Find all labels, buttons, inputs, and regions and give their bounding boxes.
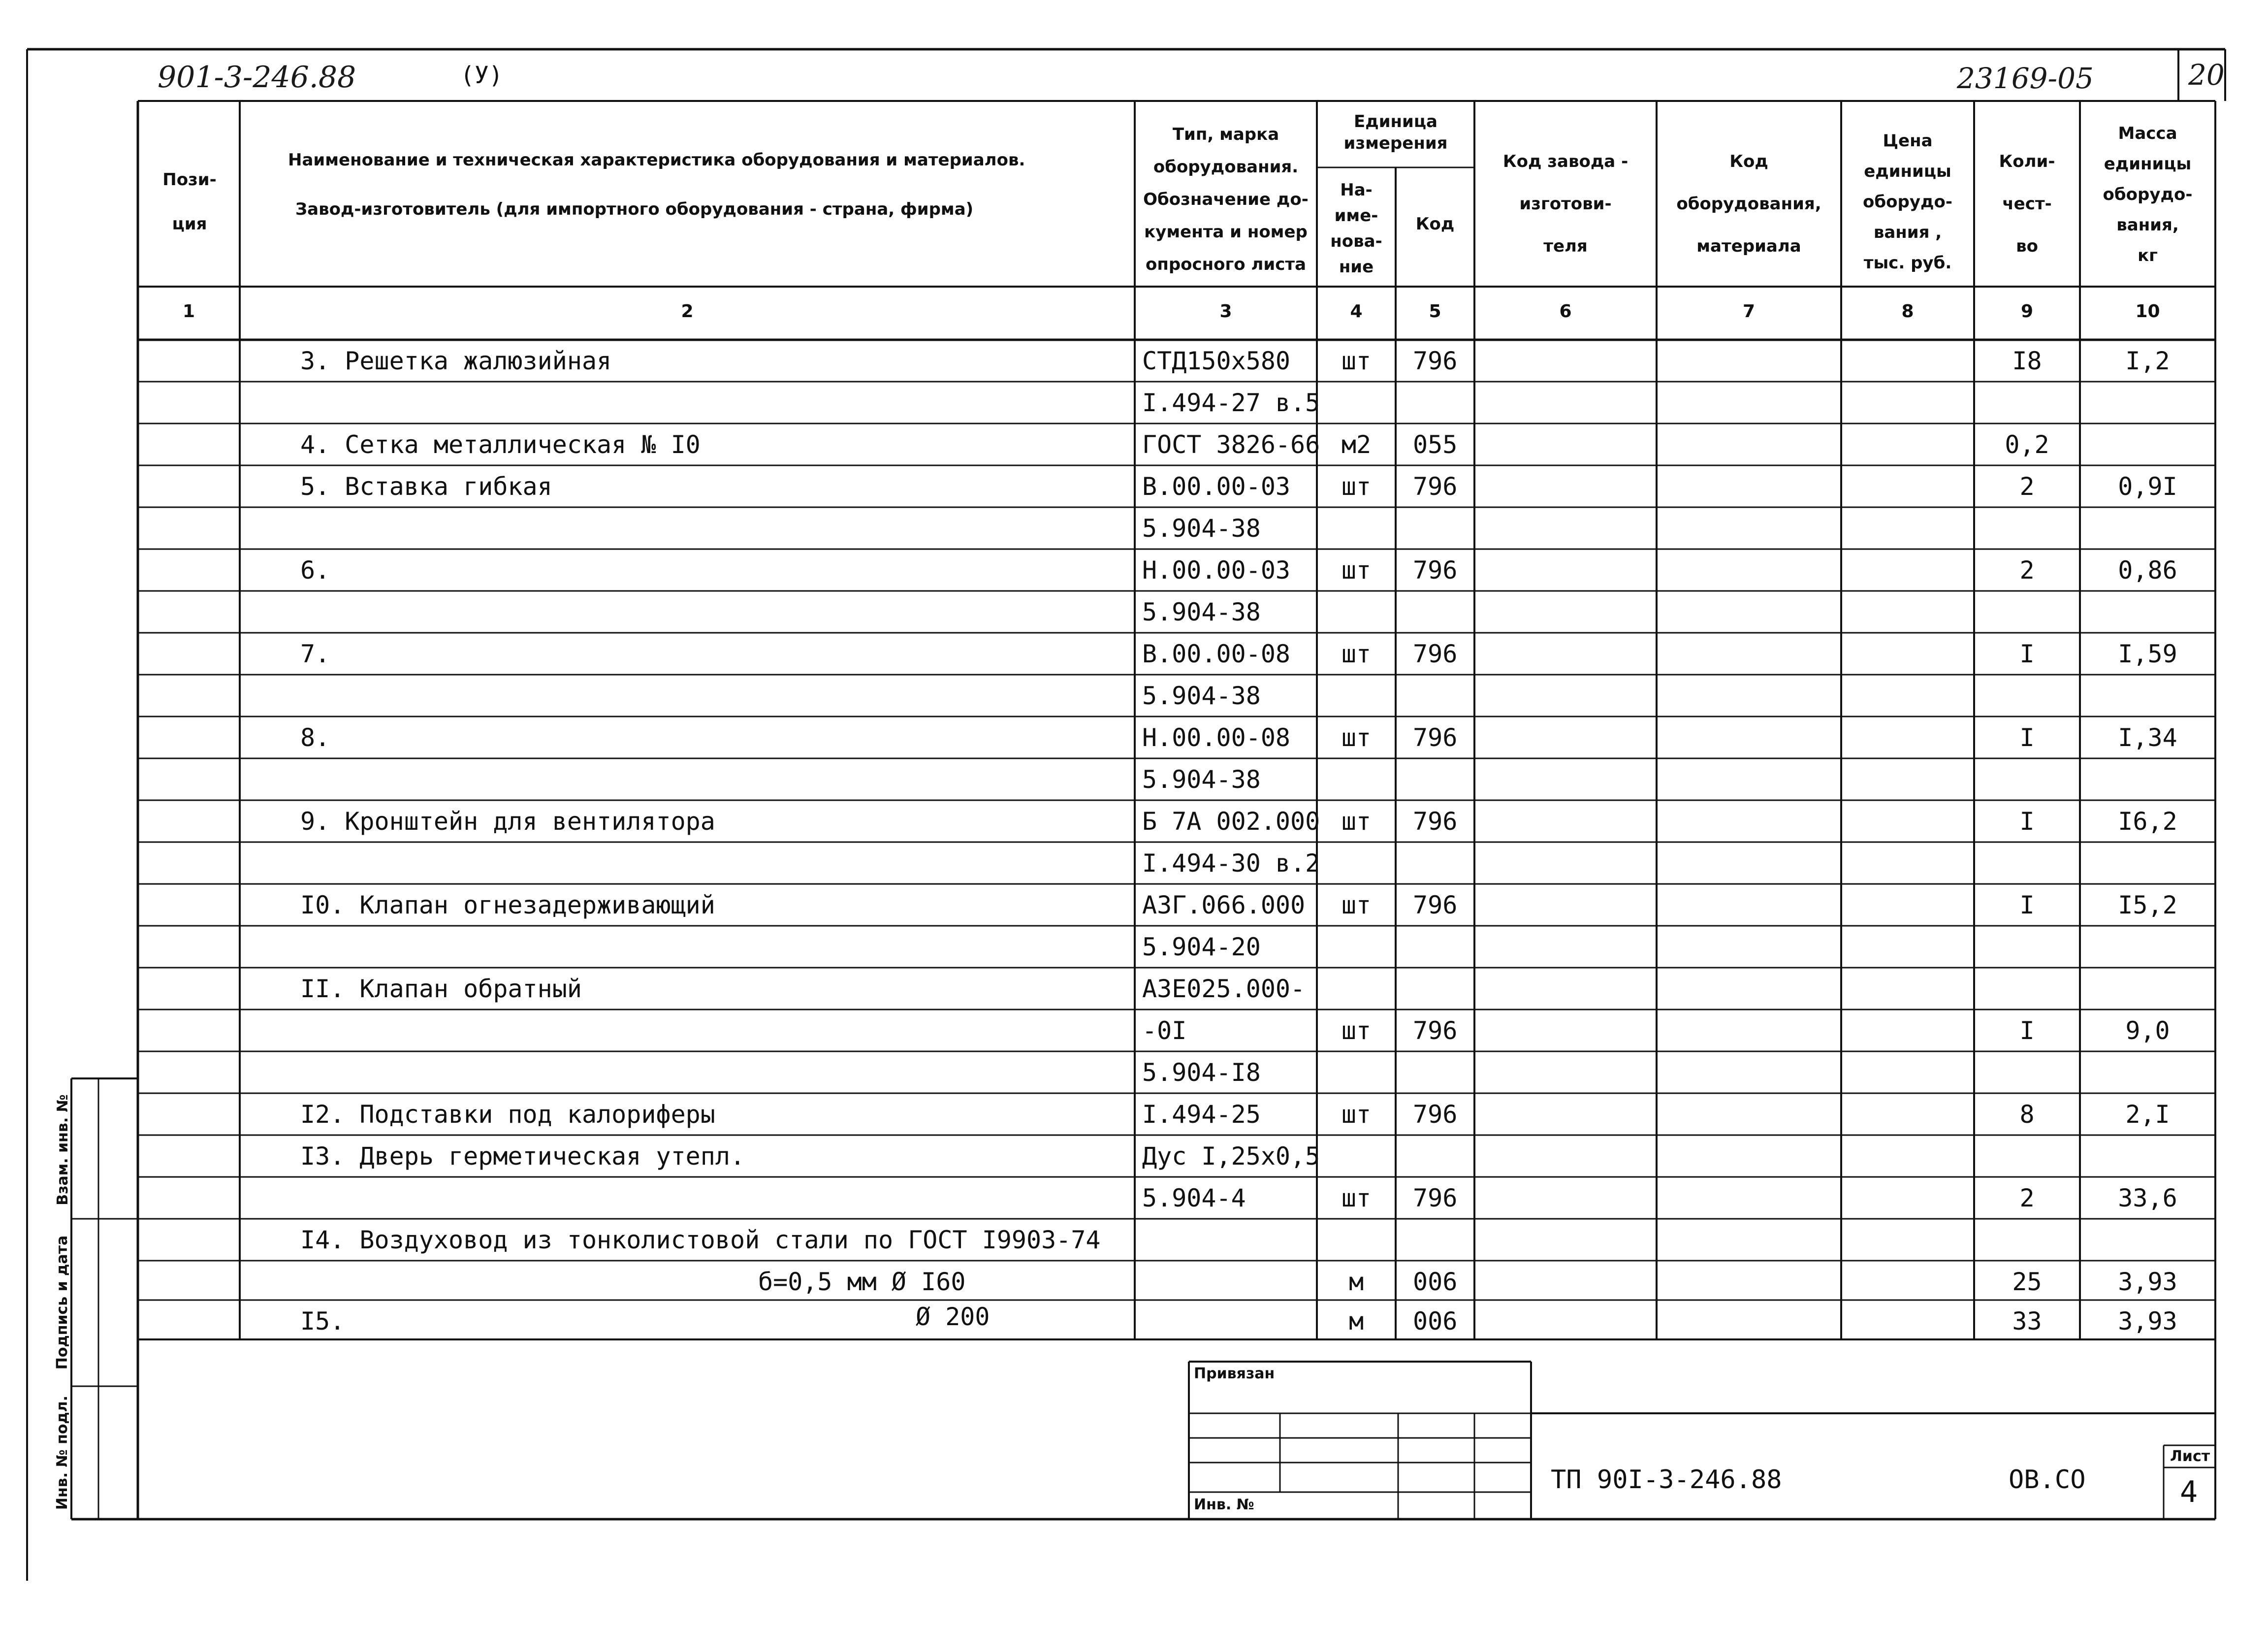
cell-name: 9. Кронштейн для вентилятора [300,807,715,836]
cell-unit-code: 006 [1413,1307,1458,1336]
cell-type: 5.904-4 [1142,1184,1246,1212]
cell-unit-code: 796 [1413,807,1458,836]
header-unit-name: На- име- нова- ние [1330,180,1382,277]
cell-name: 7. [300,640,330,668]
col-number: 8 [1901,301,1914,322]
doc-code: 901-3-246.88 [158,60,356,95]
cell-quantity: 2 [2019,1184,2035,1212]
cell-unit: шт [1341,807,1372,836]
cell-unit: шт [1341,891,1372,919]
header-equipment-code: Код оборудования, материала [1676,152,1821,256]
cell-unit-code: 796 [1413,640,1458,668]
cell-name: 5. Вставка гибкая [300,472,552,501]
list-number: 4 [2180,1475,2198,1509]
col-number: 6 [1559,301,1572,322]
col-number: 3 [1219,301,1232,322]
cell-quantity: I [2019,640,2035,668]
stamp-signature-date: Подпись и дата [54,1235,71,1370]
col-number: 2 [681,301,694,322]
cell-type: АЗГ.066.000 [1142,891,1306,919]
cell-unit-code: 796 [1413,1100,1458,1129]
cell-type: СТД150x580 [1142,347,1291,375]
cell-name: б=0,5 мм Ø I60 [758,1268,966,1296]
cell-unit: шт [1341,640,1372,668]
cell-type: В.00.00-08 [1142,640,1291,668]
cell-name: I2. Подставки под калориферы [300,1100,715,1129]
cell-mass: 0,9I [2118,472,2177,501]
cell-unit: шт [1341,347,1372,375]
cell-unit-code: 055 [1413,430,1458,459]
cell-mass: 0,86 [2118,556,2177,585]
cell-unit: м2 [1341,430,1372,459]
stamp-inv-original: Инв. № подл. [54,1395,71,1510]
cell-quantity: I8 [2012,347,2042,375]
cell-type: 5.904-I8 [1142,1058,1261,1087]
col-number: 10 [2135,301,2160,322]
cell-type: I.494-27 в.5 [1142,389,1320,417]
cell-type: Н.00.00-08 [1142,723,1291,752]
cell-quantity: I [2019,891,2035,919]
row15-diameter: Ø 200 [916,1303,990,1331]
cell-mass: 3,93 [2118,1268,2177,1296]
inv-no-label: Инв. № [1194,1496,1254,1513]
cell-unit: шт [1341,1100,1372,1129]
cell-unit: м [1348,1268,1364,1296]
header-plant-code: Код завода - изготови- теля [1502,152,1629,256]
cell-mass: 33,6 [2118,1184,2177,1212]
cell-mass: I5,2 [2118,891,2177,919]
cell-type: -0I [1142,1016,1187,1045]
cell-mass: I,34 [2118,723,2177,752]
cell-mass: 9,0 [2125,1016,2170,1045]
cell-unit: шт [1341,556,1372,585]
cell-quantity: I [2019,1016,2035,1045]
cell-type: В.00.00-03 [1142,472,1291,501]
cell-unit: шт [1341,723,1372,752]
cell-mass: I,2 [2125,347,2170,375]
cell-type: 5.904-38 [1142,514,1261,543]
header-name: Наименование и техническая характеристика оборудования и материалов. Завод-изготовитель (для импортного оборудования - страна, фирма) [288,150,1025,219]
cell-name: I5. [300,1307,345,1336]
doc-mark: (У) [460,62,503,89]
section-code: ОВ.СО [2009,1465,2086,1495]
col-number: 9 [2020,301,2034,322]
cell-name: I4. Воздуховод из тонколистовой стали по ГОСТ I9903-74 [300,1226,1101,1254]
stamp-vzam-inv: Взам. инв. № [54,1094,71,1205]
cell-quantity: 2 [2019,472,2035,501]
cell-name: I0. Клапан огнезадерживающий [300,891,715,919]
col-number: 5 [1429,301,1441,322]
cell-name: 6. [300,556,330,585]
cell-type: ГОСТ 3826-66 [1142,430,1320,459]
cell-unit-code: 796 [1413,891,1458,919]
header-mass: Масса единицы оборудо- вания, кг [2103,124,2193,265]
cell-type: 5.904-38 [1142,765,1261,794]
cell-unit-code: 796 [1413,1184,1458,1212]
cell-unit-code: 796 [1413,347,1458,375]
cell-name: 8. [300,723,330,752]
cell-unit-code: 796 [1413,472,1458,501]
cell-mass: 3,93 [2118,1307,2177,1336]
header-price: Цена единицы оборудо- вания , тыс. руб. [1863,131,1952,273]
cell-unit-code: 006 [1413,1268,1458,1296]
cell-unit: шт [1341,1184,1372,1212]
cell-quantity: 33 [2012,1307,2042,1336]
cell-type: I.494-30 в.2 [1142,849,1320,878]
list-label: Лист [2170,1448,2210,1465]
cell-name: II. Клапан обратный [300,975,582,1003]
cell-type: АЗЕ025.000- [1142,975,1306,1003]
cell-quantity: 0,2 [2005,430,2049,459]
cell-type: Дус I,25x0,5 [1142,1142,1320,1171]
cell-name: I3. Дверь герметическая утепл. [300,1142,745,1171]
header-unit-group: Единица измерения [1343,112,1448,153]
cell-unit: шт [1341,472,1372,501]
header-position: Пози- ция [162,170,217,234]
cell-quantity: 2 [2019,556,2035,585]
col-number: 7 [1742,301,1756,322]
sheet-number: 20 [2188,58,2225,92]
cell-quantity: 8 [2019,1100,2035,1129]
cell-mass: 2,I [2125,1100,2170,1129]
col-number: 4 [1350,301,1363,322]
cell-type: 5.904-38 [1142,598,1261,626]
cell-name: 4. Сетка металлическая № I0 [300,430,701,459]
cell-unit: м [1348,1307,1364,1336]
cell-mass: I,59 [2118,640,2177,668]
cell-unit-code: 796 [1413,723,1458,752]
cell-type: 5.904-38 [1142,682,1261,710]
cell-unit-code: 796 [1413,556,1458,585]
cell-type: I.494-25 [1142,1100,1261,1129]
cell-name: 3. Решетка жалюзийная [300,347,612,375]
privyazan-label: Привязан [1194,1365,1275,1382]
cell-type: Н.00.00-03 [1142,556,1291,585]
cell-type: 5.904-20 [1142,933,1261,961]
cell-mass: I6,2 [2118,807,2177,836]
cell-quantity: 25 [2012,1268,2042,1296]
cell-quantity: I [2019,723,2035,752]
archive-number: 23169-05 [1957,62,2094,95]
cell-quantity: I [2019,807,2035,836]
cell-unit: шт [1341,1016,1372,1045]
header-type: Тип, марка оборудования. Обозначение до- кумента и номер опросного листа [1143,125,1309,274]
header-quantity: Коли- чест- во [1999,152,2055,256]
col-number: 1 [182,301,195,322]
header-unit-code: Код [1415,214,1455,234]
cell-type: Б 7А 002.000 [1142,807,1320,836]
cell-unit-code: 796 [1413,1016,1458,1045]
designation: ТП 90I-3-246.88 [1551,1465,1782,1495]
